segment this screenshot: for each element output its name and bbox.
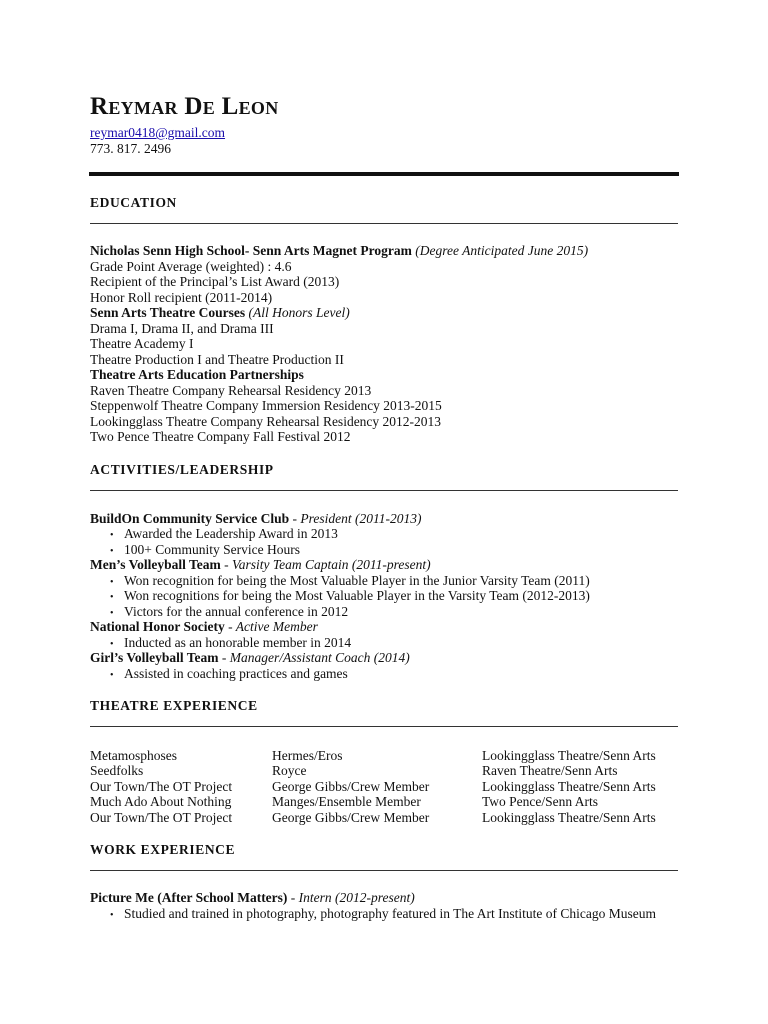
show-title: Metamosphoses <box>90 748 177 763</box>
list-item: • Inducted as an honorable member in 2014 <box>110 635 351 653</box>
section-divider <box>90 726 678 727</box>
candidate-name: Reymar De Leon <box>90 93 279 120</box>
bullet-icon: • <box>110 670 114 681</box>
activity-role: - Active Member <box>228 619 318 634</box>
bullet-icon: • <box>110 577 114 588</box>
list-item: • Studied and trained in photography, photography featured in The Art Institute of Chicago Museum <box>110 906 656 924</box>
school-name: Nicholas Senn High School- Senn Arts Magnet Program <box>90 243 412 258</box>
show-venue: Lookingglass Theatre/Senn Arts <box>482 810 656 825</box>
partnership-item: Steppenwolf Theatre Company Immersion Residency 2013-2015 <box>90 398 442 413</box>
education-detail: Recipient of the Principal’s List Award (2013) <box>90 274 340 289</box>
activity-role: - Varsity Team Captain (2011-present) <box>224 557 431 572</box>
show-title: Much Ado About Nothing <box>90 794 232 809</box>
show-role: George Gibbs/Crew Member <box>272 779 430 794</box>
list-item: • Won recognition for being the Most Valuable Player in the Junior Varsity Team (2011) <box>110 573 590 591</box>
list-item: • Won recognitions for being the Most Valuable Player in the Varsity Team (2012-2013) <box>110 588 590 606</box>
work-section-header <box>90 842 680 871</box>
section-title: ACTIVITIES/LEADERSHIP <box>90 462 274 477</box>
section-title: EDUCATION <box>90 195 177 210</box>
email-link[interactable]: reymar0418@gmail.com <box>90 125 226 140</box>
show-venue: Two Pence/Senn Arts <box>482 794 599 809</box>
course-item: Theatre Production I and Theatre Production II <box>90 352 344 367</box>
bullet-icon: • <box>110 546 114 557</box>
list-item: • 100+ Community Service Hours <box>110 542 300 560</box>
theatre-row <box>90 794 680 810</box>
courses-heading-line <box>90 305 350 321</box>
list-item: • Assisted in coaching practices and games <box>110 666 348 684</box>
show-venue: Raven Theatre/Senn Arts <box>482 763 618 778</box>
theatre-row <box>90 748 680 764</box>
school-line <box>90 243 588 259</box>
section-title: WORK EXPERIENCE <box>90 842 236 857</box>
phone-number: 773. 817. 2496 <box>90 141 171 156</box>
courses-note: (All Honors Level) <box>248 305 350 320</box>
partnership-item: Two Pence Theatre Company Fall Festival 2012 <box>90 429 351 444</box>
activity-heading <box>90 557 431 573</box>
school-note: (Degree Anticipated June 2015) <box>415 243 589 258</box>
show-role: George Gibbs/Crew Member <box>272 810 430 825</box>
bullet-icon: • <box>110 530 114 541</box>
show-venue: Lookingglass Theatre/Senn Arts <box>482 779 656 794</box>
activity-org: National Honor Society <box>90 619 225 634</box>
show-role: Royce <box>272 763 307 778</box>
section-title: THEATRE EXPERIENCE <box>90 698 258 713</box>
work-role: - Intern (2012-present) <box>290 890 415 905</box>
theatre-row <box>90 763 680 779</box>
activity-role: - President (2011-2013) <box>292 511 422 526</box>
section-divider <box>90 490 678 491</box>
list-item: • Victors for the annual conference in 2012 <box>110 604 348 622</box>
section-divider <box>90 223 678 224</box>
partnerships-heading: Theatre Arts Education Partnerships <box>90 367 304 382</box>
list-item: • Awarded the Leadership Award in 2013 <box>110 526 338 544</box>
activities-section-header <box>90 462 680 491</box>
activity-org: Girl’s Volleyball Team <box>90 650 219 665</box>
activity-org: Men’s Volleyball Team <box>90 557 221 572</box>
work-heading <box>90 890 415 906</box>
courses-heading: Senn Arts Theatre Courses <box>90 305 246 320</box>
theatre-row <box>90 810 680 826</box>
activity-heading <box>90 619 318 635</box>
activity-heading <box>90 650 410 666</box>
partnership-item: Lookingglass Theatre Company Rehearsal Residency 2012-2013 <box>90 414 442 429</box>
partnership-item: Raven Theatre Company Rehearsal Residency 2013 <box>90 383 372 398</box>
education-detail: Grade Point Average (weighted) : 4.6 <box>90 259 292 274</box>
activity-org: BuildOn Community Service Club <box>90 511 290 526</box>
activity-heading <box>90 511 422 527</box>
activity-role: - Manager/Assistant Coach (2014) <box>221 650 410 665</box>
education-detail: Honor Roll recipient (2011-2014) <box>90 290 273 305</box>
show-title: Seedfolks <box>90 763 144 778</box>
show-title: Our Town/The OT Project <box>90 810 233 825</box>
bullet-icon: • <box>110 639 114 650</box>
bullet-icon: • <box>110 608 114 619</box>
work-org: Picture Me (After School Matters) <box>90 890 288 905</box>
bullet-icon: • <box>110 592 114 603</box>
show-role: Manges/Ensemble Member <box>272 794 421 809</box>
header-rule <box>89 172 679 176</box>
theatre-section-header <box>90 698 680 727</box>
show-role: Hermes/Eros <box>272 748 343 763</box>
course-item: Theatre Academy I <box>90 336 194 351</box>
show-venue: Lookingglass Theatre/Senn Arts <box>482 748 656 763</box>
show-title: Our Town/The OT Project <box>90 779 233 794</box>
bullet-icon: • <box>110 910 114 921</box>
course-item: Drama I, Drama II, and Drama III <box>90 321 274 336</box>
education-section-header <box>90 195 680 224</box>
section-divider <box>90 870 678 871</box>
theatre-row <box>90 779 680 795</box>
